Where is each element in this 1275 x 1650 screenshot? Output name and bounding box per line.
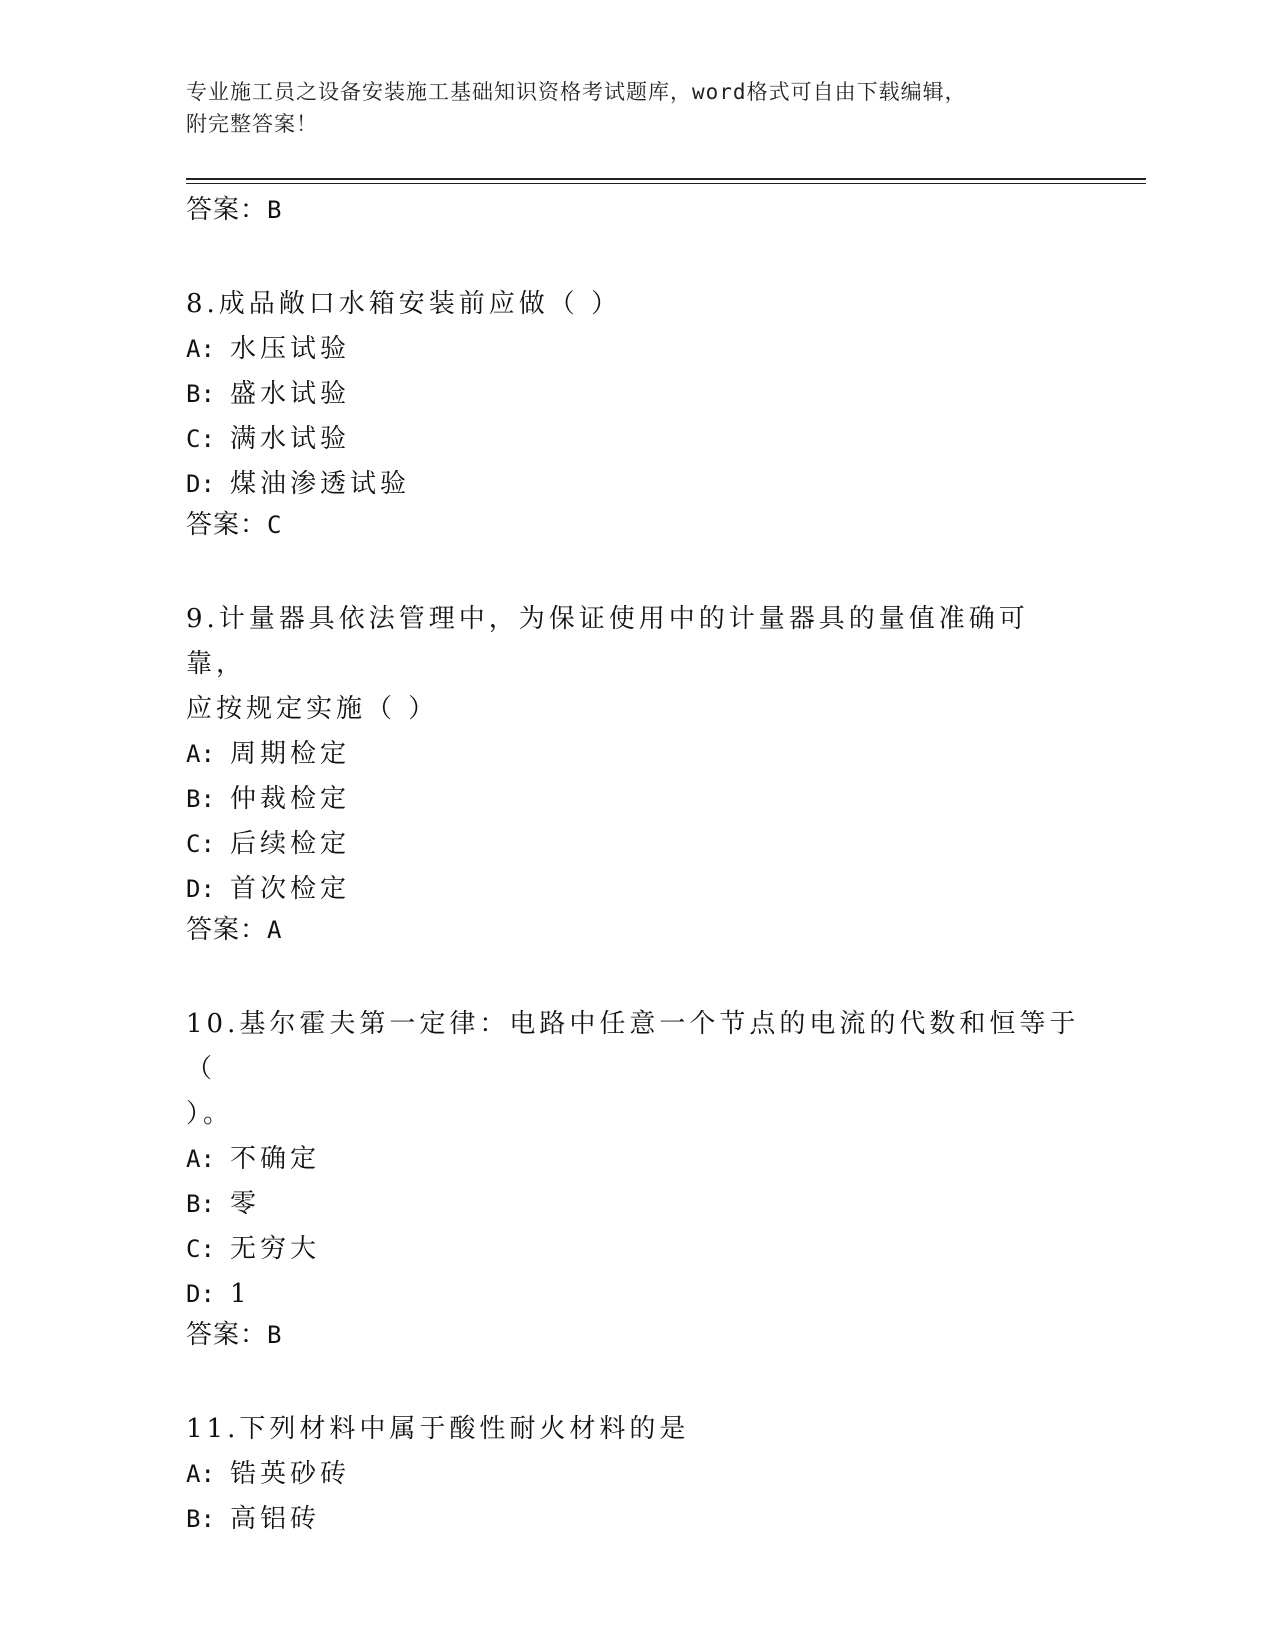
option-d xyxy=(186,462,1086,507)
answer-label: 答案： xyxy=(186,195,268,225)
answer-line xyxy=(186,507,1086,543)
answer-label: 答案： xyxy=(186,915,268,945)
option-text: 满水试验 xyxy=(230,424,351,454)
question-stem-continued: ）。 xyxy=(186,1099,234,1129)
option-key: A: xyxy=(186,335,215,363)
answer-line-previous xyxy=(186,192,1086,228)
header-divider-thick xyxy=(186,178,1146,180)
question-block-10 xyxy=(186,1002,1086,1353)
option-text: 首次检定 xyxy=(230,874,351,904)
option-key: B: xyxy=(186,1190,215,1218)
option-key: C: xyxy=(186,425,215,453)
answer-label: 答案： xyxy=(186,510,268,540)
question-block-9 xyxy=(186,597,1086,948)
option-text: 周期检定 xyxy=(230,739,351,769)
question-block-11 xyxy=(186,1407,1086,1542)
option-b xyxy=(186,372,1086,417)
answer-value: C xyxy=(267,511,283,539)
document-header xyxy=(186,76,1086,140)
question-stem-continued: 应按规定实施（ ） xyxy=(186,694,439,724)
option-text: 不确定 xyxy=(230,1144,321,1174)
option-key: A: xyxy=(186,1460,215,1488)
question-stem: 8.成品敞口水箱安装前应做（ ） xyxy=(186,289,622,319)
answer-value: A xyxy=(267,916,283,944)
question-stem: 9.计量器具依法管理中，为保证使用中的计量器具的量值准确可靠， xyxy=(186,604,1029,679)
option-a xyxy=(186,732,1086,777)
option-key: D: xyxy=(186,1280,215,1308)
answer-label: 答案： xyxy=(186,1320,268,1350)
option-key: C: xyxy=(186,1235,215,1263)
option-key: A: xyxy=(186,1145,215,1173)
option-d xyxy=(186,867,1086,912)
option-d xyxy=(186,1272,1086,1317)
option-key: D: xyxy=(186,470,215,498)
spacer xyxy=(186,236,1086,282)
question-stem: 11.下列材料中属于酸性耐火材料的是 xyxy=(186,1414,690,1444)
option-key: B: xyxy=(186,785,215,813)
option-c xyxy=(186,1227,1086,1272)
option-text: 仲裁检定 xyxy=(230,784,351,814)
option-key: D: xyxy=(186,875,215,903)
question-block-8 xyxy=(186,282,1086,543)
answer-line xyxy=(186,912,1086,948)
option-text: 锆英砂砖 xyxy=(230,1459,351,1489)
option-key: A: xyxy=(186,740,215,768)
answer-line xyxy=(186,1317,1086,1353)
option-text: 1 xyxy=(230,1279,251,1309)
option-a xyxy=(186,327,1086,372)
header-line-2: 附完整答案！ xyxy=(186,112,318,136)
option-key: B: xyxy=(186,380,215,408)
option-a xyxy=(186,1452,1086,1497)
question-stem: 10.基尔霍夫第一定律：电路中任意一个节点的电流的代数和恒等于（ xyxy=(186,1009,1080,1084)
option-key: C: xyxy=(186,830,215,858)
option-c xyxy=(186,822,1086,867)
option-text: 后续检定 xyxy=(230,829,351,859)
option-text: 盛水试验 xyxy=(230,379,351,409)
question-list xyxy=(186,192,1086,1542)
option-key: B: xyxy=(186,1505,215,1533)
option-b xyxy=(186,1182,1086,1227)
answer-value: B xyxy=(267,1321,283,1349)
option-b xyxy=(186,1497,1086,1542)
option-text: 无穷大 xyxy=(230,1234,321,1264)
option-b xyxy=(186,777,1086,822)
header-line-1: 专业施工员之设备安装施工基础知识资格考试题库，word格式可自由下载编辑， xyxy=(186,80,967,104)
spacer xyxy=(186,1361,1086,1407)
spacer xyxy=(186,956,1086,1002)
option-text: 高铝砖 xyxy=(230,1504,321,1534)
answer-value: B xyxy=(267,196,283,224)
spacer xyxy=(186,551,1086,597)
option-text: 煤油渗透试验 xyxy=(230,469,411,499)
option-a xyxy=(186,1137,1086,1182)
option-text: 零 xyxy=(230,1189,261,1219)
option-text: 水压试验 xyxy=(230,334,351,364)
header-divider-thin xyxy=(186,183,1146,184)
option-c xyxy=(186,417,1086,462)
